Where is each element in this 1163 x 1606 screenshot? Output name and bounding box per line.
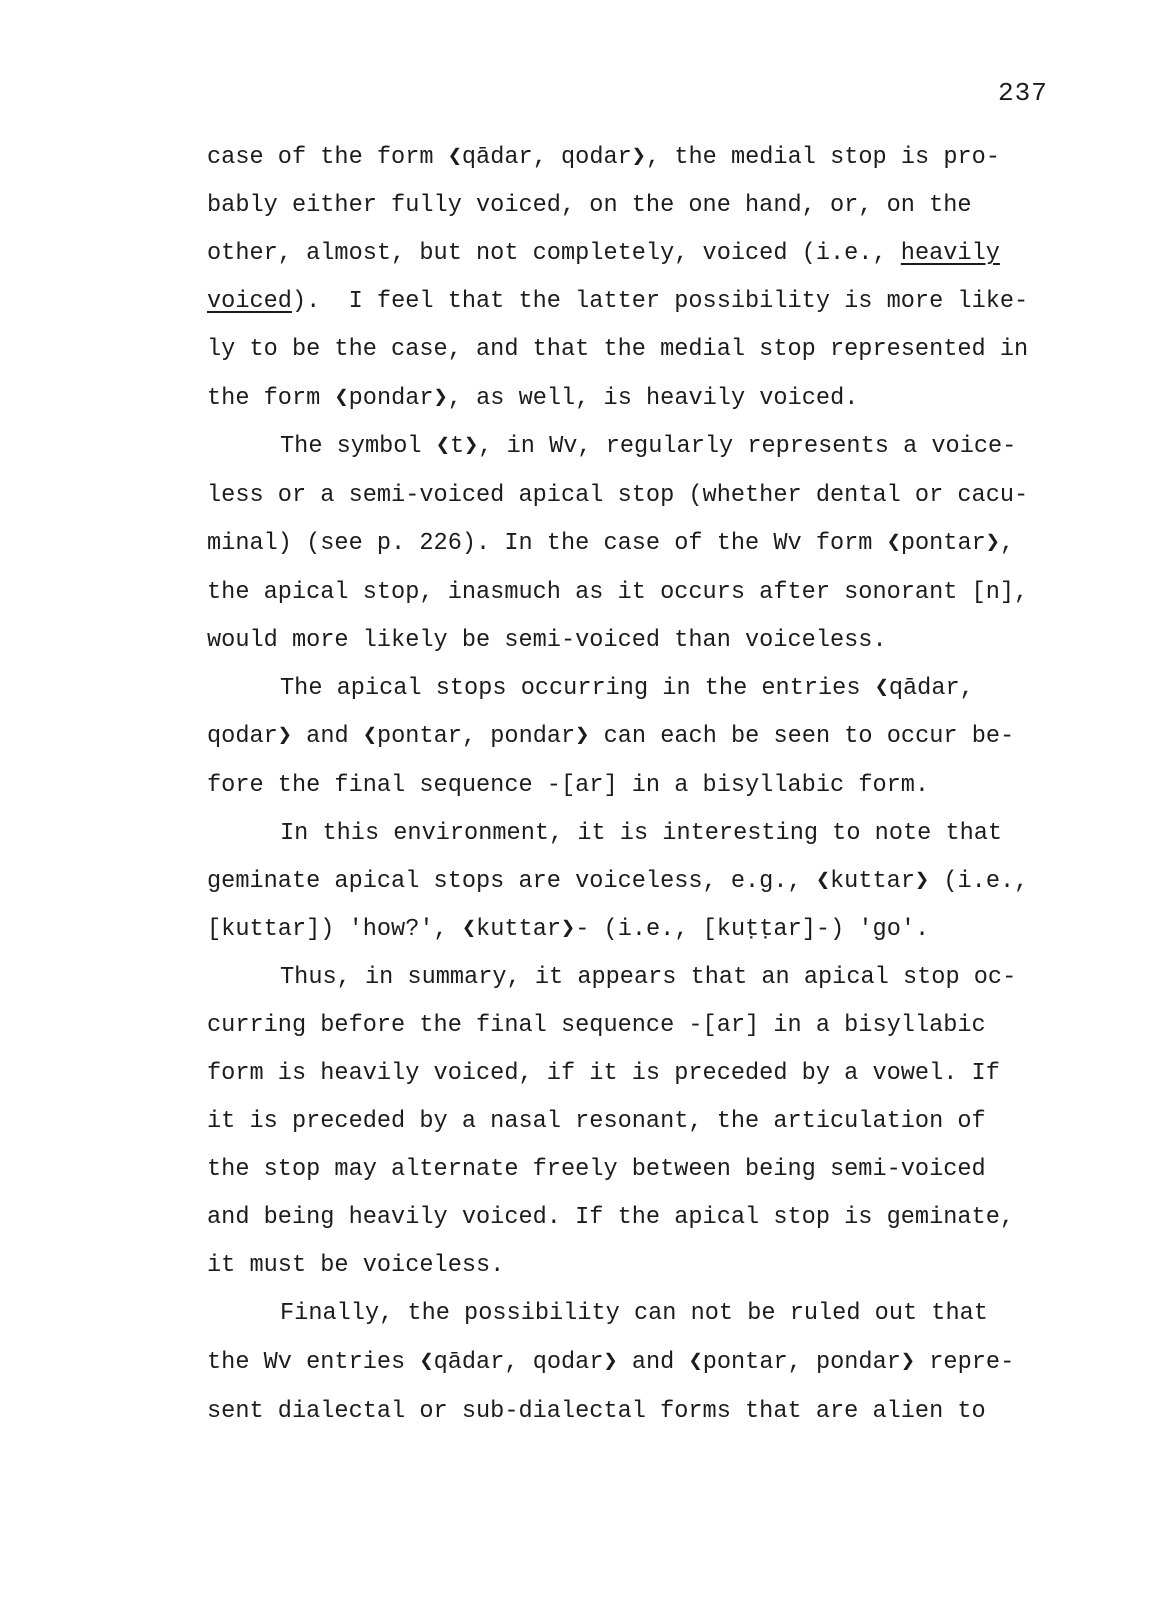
- text-line: less or a semi-voiced apical stop (whether dental or cacu-: [207, 482, 1029, 509]
- text-line: sent dialectal or sub-dialectal forms that are alien to: [207, 1398, 986, 1425]
- text-line: it is preceded by a nasal resonant, the articulation of: [207, 1108, 986, 1135]
- text-line: case of the form ❮qādar, qodar❯, the medial stop is pro-: [207, 144, 1000, 171]
- text-line: [207, 239, 1000, 269]
- text-line: the form ❮pondar❯, as well, is heavily voiced.: [207, 385, 859, 412]
- text-line: would more likely be semi-voiced than voiceless.: [207, 627, 887, 654]
- paragraph-first-line: In this environment, it is interesting to note that: [280, 820, 1003, 847]
- text-line: bably either fully voiced, on the one hand, or, on the: [207, 192, 972, 219]
- text-segment: ). I feel that the latter possibility is more like-: [291, 288, 1029, 315]
- text-line: the Wv entries ❮qādar, qodar❯ and ❮pontar, pondar❯ repre-: [207, 1349, 1015, 1376]
- paragraph-first-line: Thus, in summary, it appears that an apical stop oc-: [280, 964, 1017, 991]
- text-line: [kuttar]) 'how?', ❮kuttar❯- (i.e., [kuṭṭar]-) 'go'.: [207, 916, 930, 943]
- text-line: minal) (see p. 226). In the case of the Wv form ❮pontar❯,: [207, 530, 1015, 557]
- text-line: geminate apical stops are voiceless, e.g., ❮kuttar❯ (i.e.,: [207, 868, 1029, 895]
- text-line: qodar❯ and ❮pontar, pondar❯ can each be seen to occur be-: [207, 723, 1015, 750]
- text-line: it must be voiceless.: [207, 1252, 505, 1279]
- page-number: 237: [998, 78, 1048, 108]
- paragraph-first-line: The symbol ❮t❯, in Wv, regularly represents a voice-: [280, 433, 1017, 460]
- paragraph-first-line: The apical stops occurring in the entries ❮qādar,: [280, 675, 974, 702]
- text-line: curring before the final sequence -[ar] in a bisyllabic: [207, 1012, 986, 1039]
- text-line: and being heavily voiced. If the apical stop is geminate,: [207, 1204, 1015, 1231]
- text-line: ly to be the case, and that the medial stop represented in: [207, 336, 1029, 363]
- text-line: [207, 287, 1028, 317]
- text-line: fore the final sequence -[ar] in a bisyllabic form.: [207, 772, 930, 799]
- text-segment: other, almost, but not completely, voiced (i.e.,: [207, 240, 901, 267]
- underlined-word: voiced: [207, 288, 292, 315]
- underlined-word: heavily: [900, 240, 1000, 267]
- paragraph-first-line: Finally, the possibility can not be ruled out that: [280, 1300, 988, 1327]
- text-line: the apical stop, inasmuch as it occurs after sonorant [n],: [207, 579, 1029, 606]
- text-line: form is heavily voiced, if it is preceded by a vowel. If: [207, 1060, 1000, 1087]
- text-line: the stop may alternate freely between being semi-voiced: [207, 1156, 986, 1183]
